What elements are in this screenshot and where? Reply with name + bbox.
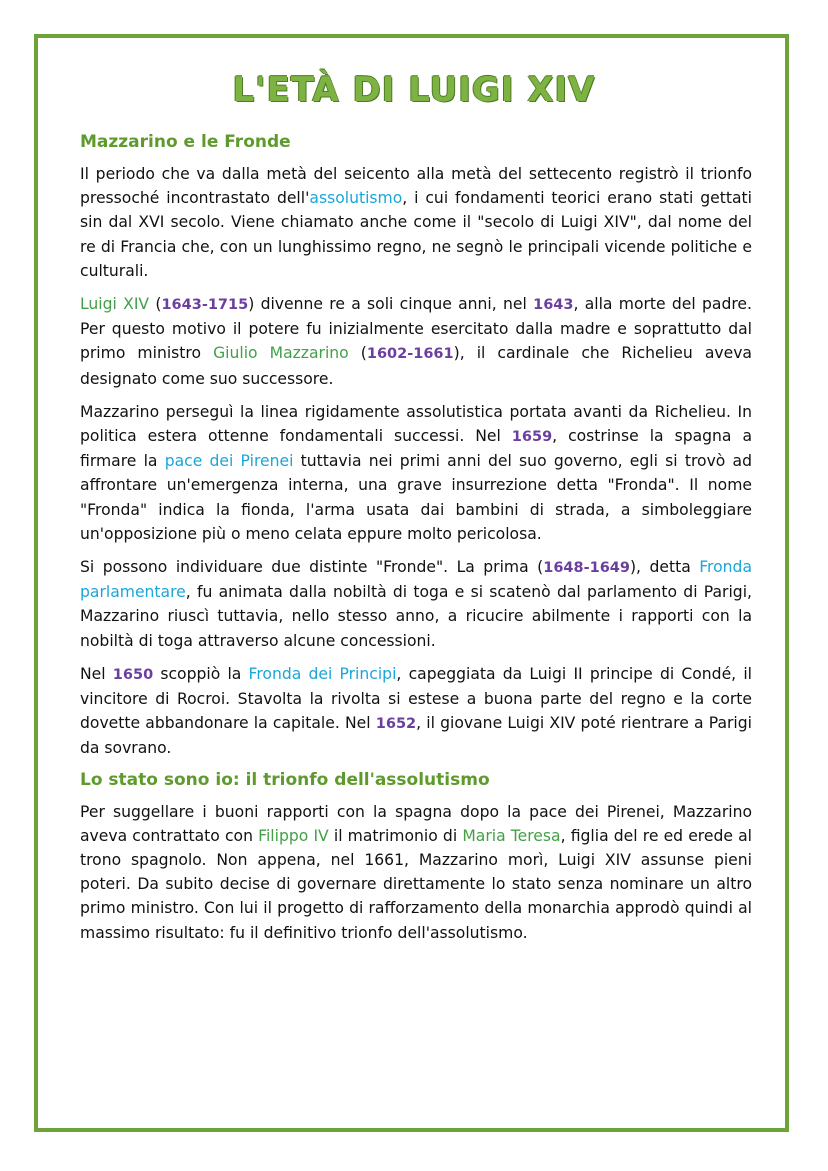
date-1602-1661: 1602-1661 (366, 346, 454, 363)
paragraph-fronda-principi: Nel 1650 scoppiò la Fronda dei Principi, capeggiata da Luigi II principe di Condé, il vincitore di Rocroi. Stavolta la rivolta si estese a buona parte del regno e la corte dovette abbandonare la capitale. Nel 1652, il giovane Luigi XIV poté rientrare a Parigi da sovrano. (80, 664, 752, 758)
paragraph-assolutismo: Il periodo che va dalla metà del seicento alla metà del settecento registrò il trionfo pressoché incontrastato dell'assolutismo, i cui fondamenti teorici erano stati gettati sin dal XVI secolo. Viene chiamato anche come il "secolo di Luigi XIV", dal nome del re di Francia che, con un lunghissimo regno, ne segnò le principali vicende politiche e culturali. (80, 165, 752, 280)
keyword-fronda-parlamentare: Fronda parlamentare (80, 558, 752, 602)
keyword-fronda-dei-principi: Fronda dei Principi (248, 664, 397, 683)
keyword-pace-dei-pirenei: pace dei Pirenei (164, 452, 294, 471)
keyword-assolutismo: assolutismo (309, 189, 403, 208)
keyword-giulio-mazzarino: Giulio Mazzarino (213, 344, 349, 363)
date-1648-1649: 1648-1649 (543, 560, 630, 577)
paragraph-mazzarino-politica: Mazzarino perseguì la linea rigidamente assolutistica portata avanti da Richelieu. In politica estera ottenne fondamentali successi. Nel 1659, costrinse la spagna a firmare la pace dei Pirenei tuttavia nei primi anni del suo governo, egli si trovò ad affrontare un'emergenza interna, una grave insurrezione detta "Fronda". Il nome "Fronda" indica la fionda, l'arma usata dai bambini di strada, a simboleggiare un'opposizione più o meno celata eppure molto pericolosa. (80, 402, 753, 543)
date-1643: 1643 (533, 297, 574, 314)
date-1643-1715: 1643-1715 (161, 297, 249, 314)
keyword-filippo-iv: Filippo IV (258, 826, 329, 845)
paragraph-due-fronde: Si possono individuare due distinte "Fronde". La prima (1648-1649), detta Fronda parlamentare, fu animata dalla nobiltà di toga e si scatenò dal parlamento di Parigi, Mazzarino riuscì tuttavia, nello stesso anno, a ricucire abilmente i rapporti con la nobiltà di toga attraverso alcune concessioni. (80, 558, 752, 650)
paragraph-luigi-xiv: Luigi XIV (1643-1715) divenne re a soli cinque anni, nel 1643, alla morte del padre. Per questo motivo il potere fu inizialmente esercitato dalla madre e soprattutto dal primo ministro Giulio Mazzarino (1602-1661), il cardinale che Richelieu aveva designato come suo successore. (80, 295, 752, 388)
section-heading-mazzarino: Mazzarino e le Fronde (80, 132, 291, 152)
section-heading-stato-sono-io: Lo stato sono io: il trionfo dell'assolutismo (80, 769, 490, 790)
paragraph-trionfo-assolutismo: Per suggellare i buoni rapporti con la spagna dopo la pace dei Pirenei, Mazzarino aveva contrattato con Filippo IV il matrimonio di Maria Teresa, figlia del re ed erede al trono spagnolo. Non appena, nel 1661, Mazzarino morì, Luigi XIV assunse pieni poteri. Da subito decise di governare direttamente lo stato senza nominare un altro primo ministro. Con lui il progetto di rafforzamento della monarchia approdò quindi al massimo risultato: fu il definitivo trionfo dell'assolutismo. (80, 802, 752, 942)
date-1650: 1650 (112, 666, 154, 683)
date-1652: 1652 (375, 716, 417, 733)
keyword-luigi-xiv: Luigi XIV (80, 295, 150, 314)
date-1659: 1659 (511, 429, 553, 446)
keyword-maria-teresa: Maria Teresa (462, 826, 561, 845)
page-title: L'ETÀ DI LUIGI XIV (232, 70, 596, 110)
document-body (80, 132, 752, 954)
